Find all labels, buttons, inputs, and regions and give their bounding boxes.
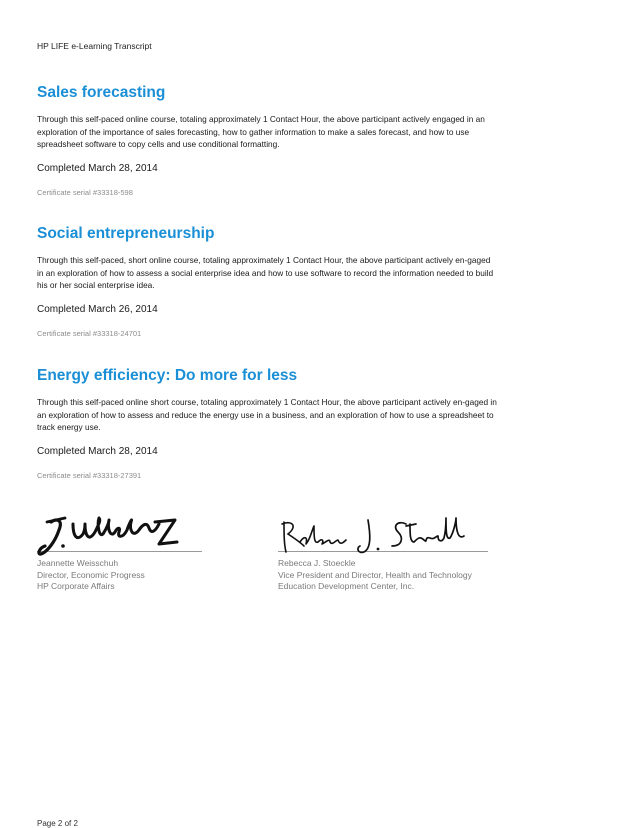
signature-block-weisschuh <box>37 512 247 593</box>
certificate-serial: Certificate serial #33318-27391 <box>37 470 142 480</box>
signatory-role: Director, Economic Progress <box>37 569 145 580</box>
signatory-details <box>278 558 488 593</box>
course-title: Energy efficiency: Do more for less <box>37 367 298 384</box>
handwritten-signature-stoeckle <box>278 512 488 554</box>
signatory-name: Rebecca J. Stoeckle <box>278 558 356 568</box>
completion-date: Completed March 26, 2014 <box>37 303 158 315</box>
signatory-role: Vice President and Director, Health and Technology <box>278 569 472 580</box>
page-header: HP LIFE e-Learning Transcript <box>37 41 152 51</box>
course-description: Through this self-paced online short course, totaling approximately 1 Contact Hour, the above participant actively en-gaged in an exploration of how to assess and reduce the energy use in a business, and an exploration of how to use a spreadsheet to track energy use. <box>37 397 497 433</box>
page-number: Page 2 of 2 <box>37 819 78 828</box>
signatory-details <box>37 558 247 593</box>
course-entry-sales-forecasting <box>37 84 497 197</box>
signatory-organization: Education Development Center, Inc. <box>278 581 415 592</box>
completion-date: Completed March 28, 2014 <box>37 162 158 174</box>
signatory-organization: HP Corporate Affairs <box>37 581 115 592</box>
handwritten-signature-weisschuh <box>37 512 247 554</box>
course-entry-social-entrepreneurship <box>37 225 497 338</box>
course-entry-energy-efficiency <box>37 367 497 480</box>
signature-block-stoeckle <box>278 512 488 593</box>
course-title: Social entrepreneurship <box>37 225 215 242</box>
course-description: Through this self-paced, short online course, totaling approximately 1 Contact Hour, the above participant actively en-gaged in an exploration of how to assess a social enterprise idea and how to use software to record the information needed to build his or her social enterprise idea. <box>37 255 494 291</box>
certificate-serial: Certificate serial #33318-598 <box>37 187 133 197</box>
signatory-name: Jeannette Weisschuh <box>37 558 119 568</box>
completion-date: Completed March 28, 2014 <box>37 445 158 457</box>
course-title: Sales forecasting <box>37 84 166 101</box>
course-description: Through this self-paced online course, totaling approximately 1 Contact Hour, the above participant actively engaged in an exploration of the importance of sales forecasting, how to gather information to make a sales forecast, and how to use spreadsheet software to copy cells and use conditional formatting. <box>37 114 485 150</box>
certificate-serial: Certificate serial #33318-24701 <box>37 328 142 338</box>
